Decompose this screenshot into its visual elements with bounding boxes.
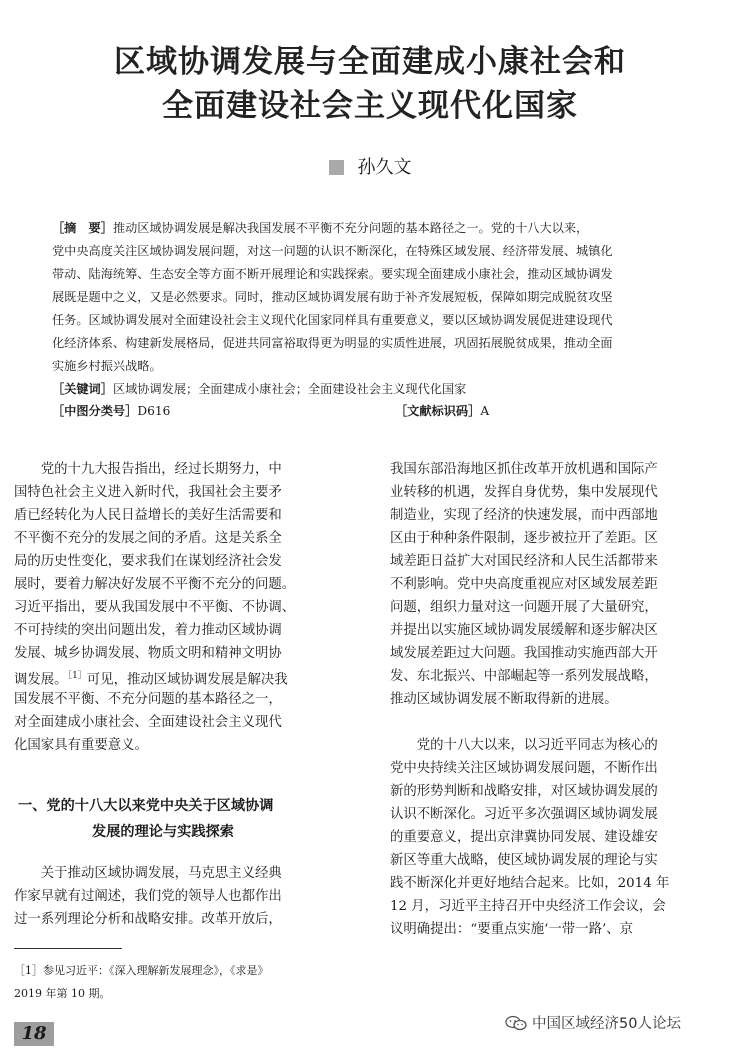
wechat-icon xyxy=(505,1015,527,1031)
wechat-watermark xyxy=(505,1012,681,1033)
body-text-line: 新区等重大战略，使区域协调发展的理论与实 xyxy=(390,853,658,868)
body-text-line: 作家早就有过阐述，我们党的领导人也都作出 xyxy=(14,889,282,904)
body-text-line: 调发展。$^{[1]}$可见，推动区域协调发展是解决我 xyxy=(14,671,288,688)
body-text-line: 关于推动区域协调发展，马克思主义经典 xyxy=(14,866,282,881)
abstract-label: ［摘 要］ xyxy=(52,221,113,235)
classification-number: ［中图分类号］D616 xyxy=(52,404,171,418)
abstract-line: 带动、陆海统筹、生态安全等方面不断开展理论和实践探索。要实现全面建成小康社会，推动区域协调发 xyxy=(52,267,613,281)
body-text-line: 不利影响。党中央高度重视应对区域发展差距 xyxy=(390,577,658,592)
body-text-line: 盾已经转化为人民日益增长的美好生活需要和 xyxy=(14,508,282,523)
body-text-line: 不平衡不充分的发展之间的矛盾。这是关系全 xyxy=(14,531,282,546)
section-heading-line-1: 一、党的十八大以来党中央关于区域协调 xyxy=(18,798,274,814)
footnote-line: 2019 年第 10 期。 xyxy=(14,987,111,1000)
article-title-line-2: 全面建设社会主义现代化国家 xyxy=(162,88,578,124)
body-text-line: 发展、城乡协调发展、物质文明和精神文明协 xyxy=(14,646,282,661)
body-text-line: 域发展差距过大问题。我国推动实施西部大开 xyxy=(390,646,658,661)
body-text-line: 业转移的机遇，发挥自身优势，集中发展现代 xyxy=(390,485,658,500)
body-text-line: 域差距日益扩大对国民经济和人民生活都带来 xyxy=(390,554,658,569)
body-text-line: 认识不断深化。习近平多次强调区域协调发展 xyxy=(390,807,658,822)
body-text-line: 区由于种种条件限制，逐步被拉开了差距。区 xyxy=(390,531,658,546)
body-text-line: 习近平指出，要从我国发展中不平衡、不协调、 xyxy=(14,600,296,615)
body-text-line: 党的十八大以来，以习近平同志为核心的 xyxy=(390,738,658,753)
keywords-text: 区域协调发展；全面建成小康社会；全面建设社会主义现代化国家 xyxy=(112,382,467,396)
footnote-divider xyxy=(14,948,122,949)
body-text-line: 过一系列理论分析和战略安排。改革开放后， xyxy=(14,912,282,927)
body-text-line: 不可持续的突出问题出发，着力推动区域协调 xyxy=(14,623,282,638)
body-text-line: 对全面建成小康社会、全面建设社会主义现代 xyxy=(14,715,282,730)
author-name: 孙久文 xyxy=(357,157,412,178)
body-text-line: 局的历史性变化，要求我们在谋划经济社会发 xyxy=(14,554,282,569)
footnote-reference[interactable]: ［1］ xyxy=(67,671,87,681)
document-code: ［文献标识码］A xyxy=(395,404,490,418)
footnote-line: ［1］参见习近平：《深入理解新发展理念》，《求是》 xyxy=(14,964,269,977)
abstract-line: ［摘 要］推动区域协调发展是解决我国发展不平衡不充分问题的基本路径之一。党的十八大以来， xyxy=(52,221,589,235)
author-byline xyxy=(0,153,740,179)
abstract-line: 化经济体系、构建新发展格局，促进共同富裕取得更为明显的实质性进展，巩固拓展脱贫成果，推动全面 xyxy=(52,336,613,350)
body-text-line: 的重要意义，提出京津冀协同发展、建设雄安 xyxy=(390,830,658,845)
body-text-line: 12 月，习近平主持召开中央经济工作会议，会 xyxy=(390,899,666,914)
page-number: 18 xyxy=(14,1022,54,1046)
body-text-line: 推动区域协调发展不断取得新的进展。 xyxy=(390,692,618,707)
body-text-line: 践不断深化并更好地结合起来。比如，2014 年 xyxy=(390,876,670,891)
body-text-line: 国特色社会主义进入新时代，我国社会主要矛 xyxy=(14,485,282,500)
body-text-line: 党的十九大报告指出，经过长期努力，中 xyxy=(14,462,282,477)
author-square-icon xyxy=(329,160,344,175)
abstract-line: 实施乡村振兴战略。 xyxy=(52,359,162,373)
body-text-line: 制造业，实现了经济的快速发展，而中西部地 xyxy=(390,508,658,523)
body-text-line: 议明确提出：“要重点实施‘一带一路’、京 xyxy=(390,922,633,937)
body-text-line: 发、东北振兴、中部崛起等一系列发展战略， xyxy=(390,669,658,684)
watermark-text: 中国区域经济50人论坛 xyxy=(532,1016,681,1032)
abstract-line: 展既是题中之义，又是必然要求。同时，推动区域协调发展有助于补齐发展短板，保障如期完成脱贫攻坚 xyxy=(52,290,613,304)
body-text-line: 国发展不平衡、不充分问题的基本路径之一， xyxy=(14,692,282,707)
body-text-line: 党中央持续关注区域协调发展问题，不断作出 xyxy=(390,761,658,776)
body-text-line: 化国家具有重要意义。 xyxy=(14,738,148,753)
abstract-line: 任务。区域协调发展对全面建设社会主义现代化国家同样具有重要意义，要以区域协调发展促进建设现代 xyxy=(52,313,613,327)
body-text-line: 我国东部沿海地区抓住改革开放机遇和国际产 xyxy=(390,462,658,477)
article-title-line-1: 区域协调发展与全面建成小康社会和 xyxy=(114,44,626,80)
abstract-line: 党中央高度关注区域协调发展问题，对这一问题的认识不断深化，在特殊区域发展、经济带发展、城镇化 xyxy=(52,244,613,258)
section-heading-line-2: 发展的理论与实践探索 xyxy=(92,824,234,840)
body-text-line: 并提出以实施区域协调发展缓解和逐步解决区 xyxy=(390,623,658,638)
body-text-line: 问题，组织力量对这一问题开展了大量研究， xyxy=(390,600,658,615)
body-text-line: 展时，要着力解决好发展不平衡不充分的问题。 xyxy=(14,577,296,592)
keywords-label: ［关键词］ xyxy=(52,382,113,396)
body-text-line: 新的形势判断和战略安排，对区域协调发展的 xyxy=(390,784,658,799)
keywords-line xyxy=(52,378,692,401)
